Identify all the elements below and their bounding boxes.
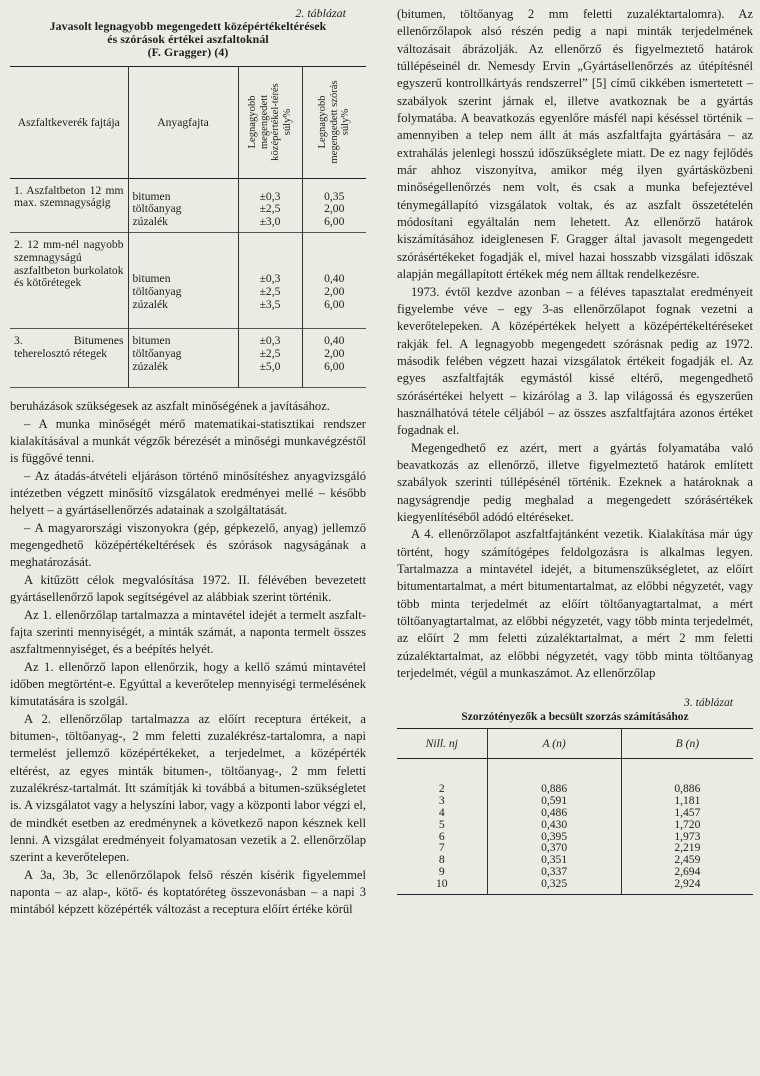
table3-cell: 4 <box>438 806 445 819</box>
material-name: zúzalék <box>132 297 168 311</box>
material-name: töltőanyag <box>132 202 182 216</box>
table3-cell: 2,459 <box>621 854 753 866</box>
table3-number: 3. táblázat <box>684 696 733 710</box>
table3-header: Nill. nj <box>425 737 458 751</box>
std-value: 2,00 <box>324 284 345 298</box>
table2-header-mean-dev-text: Legnagyobb megengedett középértékel-térés súly% <box>247 83 293 161</box>
table3-cell: 0,337 <box>487 866 621 878</box>
table3-cell: 0,886 <box>621 759 753 795</box>
table-row <box>10 329 366 388</box>
table3-cell: 0,430 <box>487 819 621 831</box>
mean-dev-value: ±2,5 <box>259 284 281 298</box>
table3-cell: 6 <box>438 829 445 843</box>
table3-cell: 1,181 <box>621 795 753 807</box>
table2-cell-std <box>302 233 366 329</box>
paragraph: A 4. ellenőrzőlapot aszfaltfajtánként vezetik. Kialakítása már úgy történt, hogy számítógépes feldolgozásra is alkalmas legyen. Tartalmazza a mintavétel idejét, a bitumenszükségletet, az előírt bitumentartalmat, a mért bitumentartalmat, az előbbi négyzetét, vagy több minta terjedelmét az előírt töltőanyagtartalmat, a mért töltőanyagtartalmat, az előbbi négyzetét, vagy több minta terjedelmét, az előírt 2 mm feletti zúzaléktartalmat, a mért 2 mm feletti zúzaléktartalmat, az előbbi négyzetét, vagy több minta töltőanyag terjedelmét, végül a munkaszámot. Az ellenőrzőlap <box>397 527 753 681</box>
table2-header-std <box>302 66 366 178</box>
table3-cell: 0,370 <box>487 842 621 854</box>
table2-title <box>10 20 366 60</box>
mean-dev-value: ±0,3 <box>259 272 281 286</box>
std-value: 0,40 <box>324 272 345 286</box>
paragraph: Az 1. ellenőrző lapon ellenőrzik, hogy a kellő számú mintavétel időben megtörtént-e. Egyúttal a keverőtelep mennyiségi termelésének kimutatására is szolgál. <box>10 659 366 709</box>
table-row <box>10 178 366 233</box>
table3-cell: 1,973 <box>621 831 753 843</box>
table3-cell: 2 <box>438 782 445 796</box>
mean-dev-value: ±2,5 <box>259 202 281 216</box>
table3 <box>397 728 753 894</box>
table3-cell: 10 <box>435 876 448 890</box>
std-value: 6,00 <box>324 297 345 311</box>
table2-cell-material <box>128 178 238 233</box>
material-name: bitumen <box>132 334 171 348</box>
table2-number: 2. táblázat <box>295 6 346 20</box>
table3-cell: 0,486 <box>487 807 621 819</box>
table3-cell: 0,395 <box>487 831 621 843</box>
std-value: 0,40 <box>324 334 345 348</box>
table3-cell: 1,720 <box>621 819 753 831</box>
table3-cell: 2,694 <box>621 866 753 878</box>
material-name: töltőanyag <box>132 284 182 298</box>
table2-header-type: Aszfaltkeverék fajtája <box>17 115 120 129</box>
table3-cell: 0,591 <box>487 795 621 807</box>
mean-dev-value: ±2,5 <box>259 346 281 360</box>
table2-cell-std <box>302 178 366 233</box>
paragraph: – Az átadás-átvételi eljáráson történő minősítéshez anyagvizsgáló intézetben végzett minősítő vizsgálatok eredményei mellé – később helyett – a gyártásellenőrzés adatainak a szolgáltatását. <box>10 468 366 518</box>
table2-header-std-text: Legnagyobb megengedett szórás súly% <box>317 80 351 164</box>
table3-cell: 5 <box>438 817 445 831</box>
paragraph: A 2. ellenőrzőlap tartalmazza az előírt receptura értékeit, a bitumen-, töltőanyag-, 2 mm feletti zuzalékrész-tartalomra, a napi termelést jellemző középértékeket, a terjedelmet, a középérték eltérést, az egyes minták bitumen-, töltőanyag-, 2 mm feletti zuzalékrész-tartalmát. Itt számítják ki továbbá a bitumen-szükségletet is. A vizsgálatot vagy a helyszíni labor, vagy a központi labor végzi el, de mindkét esetben az eredménynek a következő napon késznek kell lenni. A vizsgálat eredményeit folyamatosan vezetik a 2. ellenőrzőlap szerint a keverőtelepen. <box>10 711 366 865</box>
std-value: 6,00 <box>324 359 345 373</box>
table-row <box>397 819 753 831</box>
table3-cell: 0,886 <box>487 759 621 795</box>
left-column <box>10 6 366 919</box>
right-column <box>397 6 753 895</box>
table2-cell-type: 2. 12 mm-nél nagyobb szemnagyságú aszfaltbeton burkolatok és kötőrétegek <box>14 238 124 290</box>
mean-dev-value: ±3,0 <box>259 214 281 228</box>
paragraph: A 3a, 3b, 3c ellenőrzőlapok felső részén kísérik figyelemmel naponta – az alap-, kötő- és koptatóréteg összevonásban – a napi 3 mintából képzett középérték változást a receptura előírt értéke körül <box>10 867 366 917</box>
table-row <box>10 233 366 329</box>
table2-title-line: Javasolt legnagyobb megengedett középértékeltérések <box>49 19 327 33</box>
table2-cell-mean-dev <box>238 178 302 233</box>
table2-cell-mean-dev <box>238 329 302 388</box>
table3-cell: 3 <box>438 794 445 808</box>
table2-cell-material <box>128 233 238 329</box>
table3-cell: 1,457 <box>621 807 753 819</box>
table2 <box>10 66 366 389</box>
material-name: töltőanyag <box>132 346 182 360</box>
table3-cell: 2,924 <box>621 878 753 894</box>
material-name: zúzalék <box>132 359 168 373</box>
table3-title: Szorzótényezők a becsült szorzás számításához <box>461 711 689 724</box>
std-value: 0,35 <box>324 189 345 203</box>
paragraph: Megengedhető ez azért, mert a gyártás folyamatába való beavatkozás az ellenőrző, illetve figyelmeztető határok említett szabályok szerinti túllépésénél történik. Ezeknek a határoknak a nagyságrendje pedig meghalad a megengedett szórásértékek kiegyenlítéséből adódó eltéréseket. <box>397 440 753 524</box>
mean-dev-value: ±0,3 <box>259 189 281 203</box>
material-name: bitumen <box>132 189 171 203</box>
table2-title-line: (F. Gragger) (4) <box>147 45 229 60</box>
mean-dev-value: ±5,0 <box>259 359 281 373</box>
table2-header-mean-dev <box>238 66 302 178</box>
table3-cell: 0,351 <box>487 854 621 866</box>
mean-dev-value: ±0,3 <box>259 334 281 348</box>
table-row <box>397 878 753 894</box>
paragraph: A kitűzött célok megvalósítása 1972. II. félévében bevezetett gyártásellenőrző lapok segítségével az alábbiak szerint történik. <box>10 572 366 605</box>
table2-cell-material <box>128 329 238 388</box>
left-body-text <box>10 398 366 918</box>
table3-header: B (n) <box>621 729 753 759</box>
table3-cell: 8 <box>438 853 445 867</box>
table2-header-material: Anyagfajta <box>128 66 238 178</box>
table-row <box>397 759 753 795</box>
paragraph: – A munka minőségét mérő matematikai-statisztikai rendszer kialakításával a munkát végzők bérezését a minőségi munkavégzéstől is függővé tenni. <box>10 416 366 466</box>
std-value: 2,00 <box>324 346 345 360</box>
table3-cell: 0,325 <box>487 878 621 894</box>
std-value: 6,00 <box>324 214 345 228</box>
table2-cell-mean-dev <box>238 233 302 329</box>
table-row <box>397 866 753 878</box>
table3-cell: 2,219 <box>621 842 753 854</box>
paragraph: Az 1. ellenőrzőlap tartalmazza a mintavétel idejét a termelt aszfalt-fajta szerinti mennyiségét, a minták számát, a naponta termelt összes aszfaltmennyiséget, és a beépítés helyét. <box>10 607 366 657</box>
table2-cell-std <box>302 329 366 388</box>
table3-cell: 7 <box>438 841 445 855</box>
material-name: bitumen <box>132 272 171 286</box>
table2-title-line: és szórások értékei aszfaltoknál <box>107 32 269 47</box>
table2-cell-type: 3. Bitumenes teherelosztó rétegek <box>14 334 124 360</box>
table3-cell: 9 <box>438 864 445 878</box>
material-name: zúzalék <box>132 214 168 228</box>
paragraph: (bitumen, töltőanyag 2 mm feletti zuzaléktartalomra). Az ellenőrzőlapok alsó részén pedig a napi minták terjedelmének változásait ábrázolják. Az ellenőrző és figyelmeztető határok túllépéseinél dr. Nemesdy Ervin „Gyártásellenőrzés az útépítésnél egyszerű kontrollkártyás rendszerrel” [5] című cikkében ismertetett – szabályok szerint járnak el, illetve avatkoznak be a gyártás folymatába. A beavatkozás egyenlőre másfél napi késéssel történik – amennyiben a telep nem állt át más aszfaltfajta gyártására – az extrahálás jelenlegi hosszú időszükséglete miatt. De ez nagy fejlődés már ahhoz viszonyítva, amikor még ilyen gyártásközbeni minőségellenőrzés nem volt, és csak a munka befejeztével ténymegállapító vizsgálatok voltak, és az aszfalt összetételén módosítani egyáltalán nem lehetett. Az ellenőrző határok kiszámításához ideiglenesen F. Gragger által javasolt megengedett szórásértékeket fogadják el, mivel hazai hosszabb vizsgálati időszak alapján megállapított értékek még nem álltak rendelkezésre. <box>397 7 753 282</box>
table2-cell-type: 1. Aszfaltbeton 12 mm max. szemnagyságig <box>14 183 124 210</box>
paragraph: 1973. évtől kezdve azonban – a féléves tapasztalat eredményeit figyelembe véve – egy 3-as ellenőrzőlapot fognak vezetni a keverőtelepeken. A középértékek helyett a középértékeltéréseket rakják fel. A legnagyobb megengedett szórásnak pedig az 1972. második felében végzett hazai vizsgálatok értékeit fogadják el. Az egyes aszfaltfajták egymástól kissé eltérő, megengedhető szórásértékei helyett – kizárólag a 3. lap világossá és egyszerűen használhatóvá tétele céljából – az összes aszfaltfajtára azonos értéket fogadnak el. <box>397 284 753 438</box>
mean-dev-value: ±3,5 <box>259 297 281 311</box>
paragraph: – A magyarországi viszonyokra (gép, gépkezelő, anyag) jellemző megengedhető középértékeltérések és szórások nagyságának a meghatározását. <box>10 520 366 570</box>
std-value: 2,00 <box>324 202 345 216</box>
table3-header: A (n) <box>487 729 621 759</box>
paragraph: beruházások szükségesek az aszfalt minőségének a javításához. <box>10 399 330 414</box>
